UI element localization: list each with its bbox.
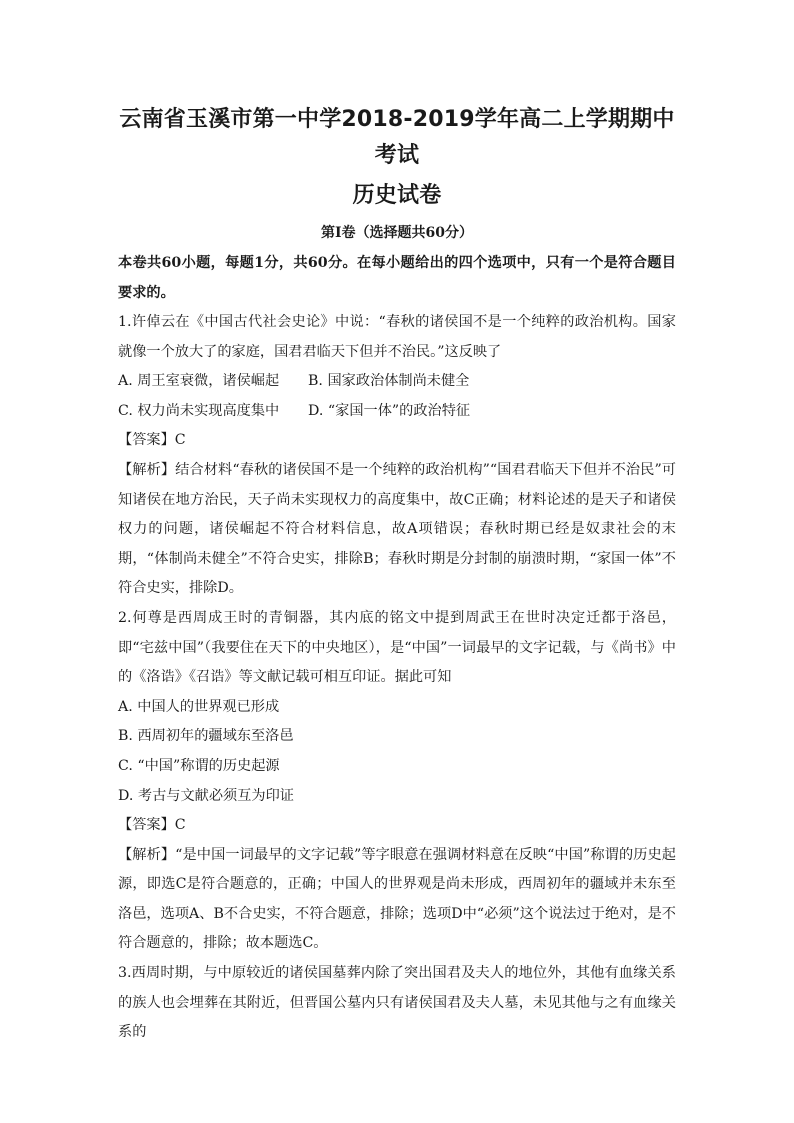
options-row bbox=[118, 367, 676, 397]
options-row bbox=[118, 397, 676, 427]
section-heading: 第Ⅰ卷（选择题共60分） bbox=[320, 225, 474, 241]
option-a: A. 中国人的世界观已形成 bbox=[118, 698, 280, 715]
question-stem: 1.许倬云在《中国古代社会史论》中说：“春秋的诸侯国不是一个纯粹的政治机构。国家就像一个放大了的家庭，国君君临天下但并不治民。”这反映了 bbox=[118, 314, 676, 360]
option-b: B. 西周初年的疆域东至洛邑 bbox=[118, 728, 294, 745]
question-2 bbox=[118, 604, 676, 959]
option-d: D. “家国一体”的政治特征 bbox=[308, 402, 471, 419]
question-1 bbox=[118, 308, 676, 604]
option-c: C. 权力尚未实现高度集中 bbox=[118, 402, 280, 419]
exam-subject-title: 历史试卷 bbox=[352, 183, 442, 208]
analysis: 【解析】“是中国一词最早的文字记载”等字眼意在强调材料意在反映“中国”称谓的历史起源，即选C是符合题意的，正确；中国人的世界观是尚未形成，西周初年的疆域并未东至洛邑，选项A、B不合史实，不符合题意，排除；选项D中“必须”这个说法过于绝对，是不符合题意的，排除；故本题选C。 bbox=[118, 846, 676, 952]
question-stem: 2.何尊是西周成王时的青铜器，其内底的铭文中提到周武王在世时决定迁都于洛邑，即“宅兹中国”（我要住在天下的中央地区），是“中国”一词最早的文字记载，与《尚书》中的《洛诰》《召诰》等文献记载可相互印证。据此可知 bbox=[118, 609, 676, 686]
option-b: B. 国家政治体制尚未健全 bbox=[308, 373, 470, 390]
answer: 【答案】C bbox=[118, 817, 186, 834]
analysis: 【解析】结合材料“春秋的诸侯国不是一个纯粹的政治机构”“国君君临天下但并不治民”可知诸侯在地方治民，天子尚未实现权力的高度集中，故C正确；材料论述的是天子和诸侯权力的问题，诸侯崛起不符合材料信息，故A项错误；春秋时期已经是奴隶社会的末期，“体制尚未健全”不符合史实，排除B；春秋时期是分封制的崩溃时期，“家国一体”不符合史实，排除D。 bbox=[118, 461, 676, 597]
option-c: C. “中国”称谓的历史起源 bbox=[118, 757, 280, 774]
question-3 bbox=[118, 959, 676, 1048]
section-instructions: 本卷共60小题，每题1分，共60分。在每小题给出的四个选项中，只有一个是符合题目要求的。 bbox=[118, 255, 676, 301]
question-stem: 3.西周时期，与中原较近的诸侯国墓葬内除了突出国君及夫人的地位外，其他有血缘关系的族人也会埋葬在其附近，但晋国公墓内只有诸侯国君及夫人墓，未见其他与之有血缘关系的 bbox=[118, 965, 676, 1041]
answer: 【答案】C bbox=[118, 432, 186, 449]
exam-title: 云南省玉溪市第一中学2018-2019学年高二上学期期中考试 bbox=[119, 107, 675, 168]
option-d: D. 考古与文献必须互为印证 bbox=[118, 787, 294, 804]
option-a: A. 周王室衰微，诸侯崛起 bbox=[118, 373, 280, 390]
